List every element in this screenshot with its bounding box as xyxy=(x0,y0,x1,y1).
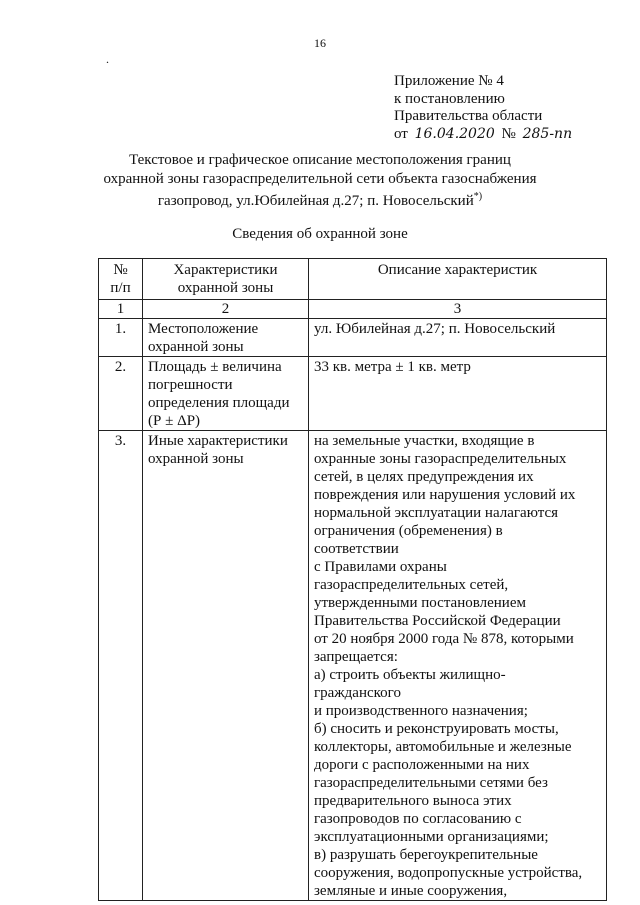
table-row xyxy=(99,319,607,357)
heading-line-2: охранной зоны газораспределительной сети объекта газоснабжения xyxy=(103,170,537,187)
row-number: 3. xyxy=(99,431,143,901)
text-line: охранные зоны газораспределительных xyxy=(314,451,567,467)
text-line: Площадь ± величина xyxy=(148,359,282,375)
text-line: газораспределительными сетями без xyxy=(314,775,548,791)
text-line: от 20 ноября 2000 года № 878, которыми xyxy=(314,631,574,647)
heading-line-1: Текстовое и графическое описание местоположения границ xyxy=(129,152,511,168)
text-line: предварительного выноса этих xyxy=(314,793,512,809)
text-line: нормальной эксплуатации налагаются xyxy=(314,505,559,521)
header-num-line-1: № xyxy=(113,262,128,278)
text-line: Местоположение xyxy=(148,321,259,337)
text-line: повреждения или нарушения условий их xyxy=(314,487,576,503)
table-row xyxy=(99,431,607,901)
footnote-mark: *) xyxy=(473,191,483,202)
text-line: земляные и иные сооружения, xyxy=(314,883,508,899)
row-number: 1. xyxy=(99,319,143,357)
text-line: охранной зоны xyxy=(148,339,244,355)
text-line: и производственного назначения; xyxy=(314,703,528,719)
row-description xyxy=(309,431,607,901)
text-line: на земельные участки, входящие в xyxy=(314,433,535,449)
document-heading xyxy=(0,151,640,211)
appendix-date-line xyxy=(394,126,575,144)
column-number: 1 xyxy=(99,300,143,319)
text-line: эксплуатационными организациями; xyxy=(314,829,549,845)
row-characteristic xyxy=(143,431,309,901)
text-line: Правительства Российской Федерации xyxy=(314,613,561,629)
appendix-block xyxy=(394,73,575,143)
header-char-line-1: Характеристики xyxy=(173,262,278,278)
text-line: газопроводов по согласованию с xyxy=(314,811,522,827)
section-title: Сведения об охранной зоне xyxy=(232,226,408,242)
column-number-row xyxy=(99,300,607,319)
row-number: 2. xyxy=(99,357,143,431)
table-header-row xyxy=(99,259,607,300)
text-line: 33 кв. метра ± 1 кв. метр xyxy=(314,359,471,375)
text-line: с Правилами охраны xyxy=(314,559,447,575)
text-line: газораспределительных сетей, xyxy=(314,577,509,593)
number-prefix: № xyxy=(501,125,516,142)
heading-line-3-text: газопровод, ул.Юбилейная д.27; п. Новосельский xyxy=(157,193,474,209)
text-line: сооружения, водопропускные устройства, xyxy=(314,865,583,881)
zone-table xyxy=(98,258,607,901)
handwritten-date: 16.04.2020 xyxy=(414,125,495,142)
appendix-line-3: Правительства области xyxy=(394,108,543,124)
column-number: 3 xyxy=(309,300,607,319)
date-prefix: от xyxy=(394,125,408,142)
row-characteristic xyxy=(143,319,309,357)
table-row xyxy=(99,357,607,431)
heading-line-3 xyxy=(0,188,640,211)
page-number: 16 xyxy=(314,36,326,50)
text-line: погрешности xyxy=(148,377,233,393)
header-num xyxy=(99,259,143,300)
row-description xyxy=(309,319,607,357)
appendix-line-1: Приложение № 4 xyxy=(394,73,504,89)
text-line: а) строить объекты жилищно-гражданского xyxy=(314,667,506,701)
text-line: дороги с расположенными на них xyxy=(314,757,530,773)
header-characteristics xyxy=(143,259,309,300)
text-line: б) сносить и реконструировать мосты, xyxy=(314,721,559,737)
text-line: определения площади xyxy=(148,395,290,411)
text-line: утвержденными постановлением xyxy=(314,595,526,611)
text-line: в) разрушать берегоукрепительные xyxy=(314,847,538,863)
row-characteristic xyxy=(143,357,309,431)
header-char-line-2: охранной зоны xyxy=(177,280,274,296)
text-line: запрещается: xyxy=(314,649,398,665)
appendix-line-2: к постановлению xyxy=(394,90,505,107)
header-num-line-2: п/п xyxy=(110,280,131,296)
row-description xyxy=(309,357,607,431)
header-description: Описание характеристик xyxy=(309,259,607,300)
text-line: охранной зоны xyxy=(148,451,244,467)
handwritten-number: 285-пп xyxy=(522,125,573,142)
text-line: коллекторы, автомобильные и железные xyxy=(314,739,572,755)
text-line: Иные характеристики xyxy=(148,433,288,449)
text-line: сетей, в целях предупреждения их xyxy=(314,469,534,485)
stray-mark: . xyxy=(106,52,109,66)
column-number: 2 xyxy=(143,300,309,319)
text-line: ограничения (обременения) в соответствии xyxy=(314,523,503,557)
text-line: (Р ± ΔР) xyxy=(148,413,201,429)
text-line: ул. Юбилейная д.27; п. Новосельский xyxy=(314,321,556,337)
